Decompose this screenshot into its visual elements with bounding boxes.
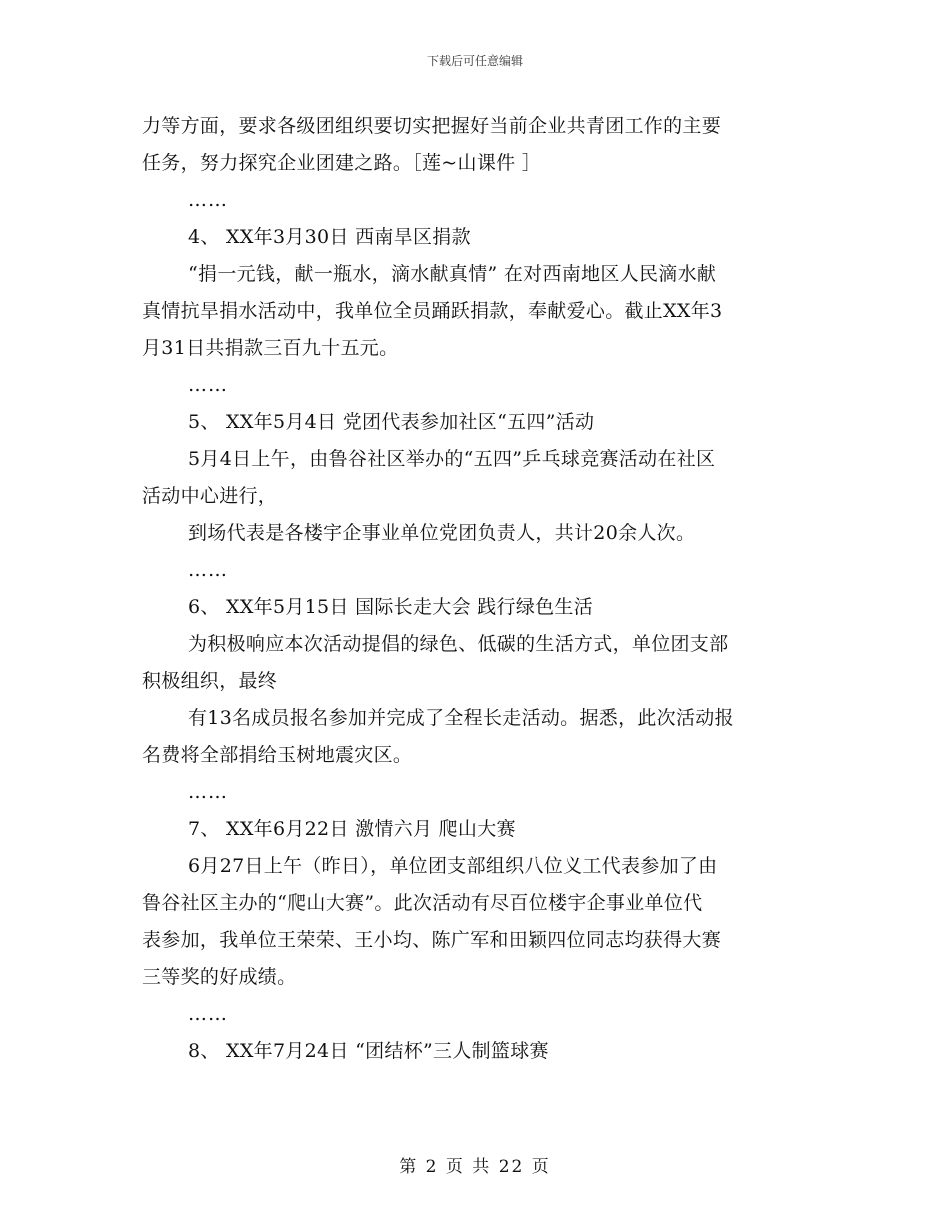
text-line: 6月27日上午（昨日），单位团支部组织八位义工代表参加了由 bbox=[188, 855, 718, 877]
text-line: 积极组织，最终 bbox=[142, 670, 278, 692]
text-line: 到场代表是各楼宇企事业单位党团负责人，共计20余人次。 bbox=[188, 522, 696, 544]
ellipsis-separator: …… bbox=[188, 781, 228, 803]
text-line: “捐一元钱，献一瓶水，滴水献真情” 在对西南地区人民滴水献 bbox=[188, 263, 717, 285]
text-line: 有13名成员报名参加并完成了全程长走活动。据悉，此次活动报 bbox=[188, 707, 734, 729]
text-line: 表参加，我单位王荣荣、王小均、陈广军和田颖四位同志均获得大赛 bbox=[142, 929, 722, 951]
text-line: 5、 XX年5月4日 党团代表参加社区“五四”活动 bbox=[188, 411, 595, 433]
text-line: 真情抗旱捐水活动中，我单位全员踊跃捐款，奉献爱心。截止XX年3 bbox=[142, 300, 723, 322]
text-line: 月31日共捐款三百九十五元。 bbox=[142, 337, 399, 359]
text-line: 4、 XX年3月30日 西南旱区捐款 bbox=[188, 226, 471, 248]
text-line: 力等方面，要求各级团组织要切实把握好当前企业共青团工作的主要 bbox=[142, 115, 722, 137]
text-line: 6、 XX年5月15日 国际长走大会 践行绿色生活 bbox=[188, 596, 594, 618]
page-header: 下载后可任意编辑 bbox=[426, 54, 523, 68]
text-line: 8、 XX年7月24日 “团结杯”三人制篮球赛 bbox=[188, 1040, 549, 1062]
ellipsis-separator: …… bbox=[188, 559, 228, 581]
text-line: 任务，努力探究企业团建之路。［莲~山课件 ］ bbox=[142, 152, 542, 174]
page-footer: 第 2 页 共 22 页 bbox=[399, 1157, 551, 1177]
document-body bbox=[142, 108, 822, 1070]
text-line: 三等奖的好成绩。 bbox=[142, 966, 297, 988]
ellipsis-separator: …… bbox=[188, 1003, 228, 1025]
text-line: 为积极响应本次活动提倡的绿色、低碳的生活方式，单位团支部 bbox=[188, 633, 729, 655]
text-line: 5月4日上午，由鲁谷社区举办的“五四”乒乓球竞赛活动在社区 bbox=[188, 448, 716, 470]
text-line: 活动中心进行， bbox=[142, 485, 278, 507]
ellipsis-separator: …… bbox=[188, 189, 228, 211]
ellipsis-separator: …… bbox=[188, 374, 228, 396]
text-line: 鲁谷社区主办的“爬山大赛”。此次活动有尽百位楼宇企事业单位代 bbox=[142, 892, 703, 914]
text-line: 7、 XX年6月22日 激情六月 爬山大赛 bbox=[188, 818, 516, 840]
text-line: 名费将全部捐给玉树地震灾区。 bbox=[142, 744, 413, 766]
